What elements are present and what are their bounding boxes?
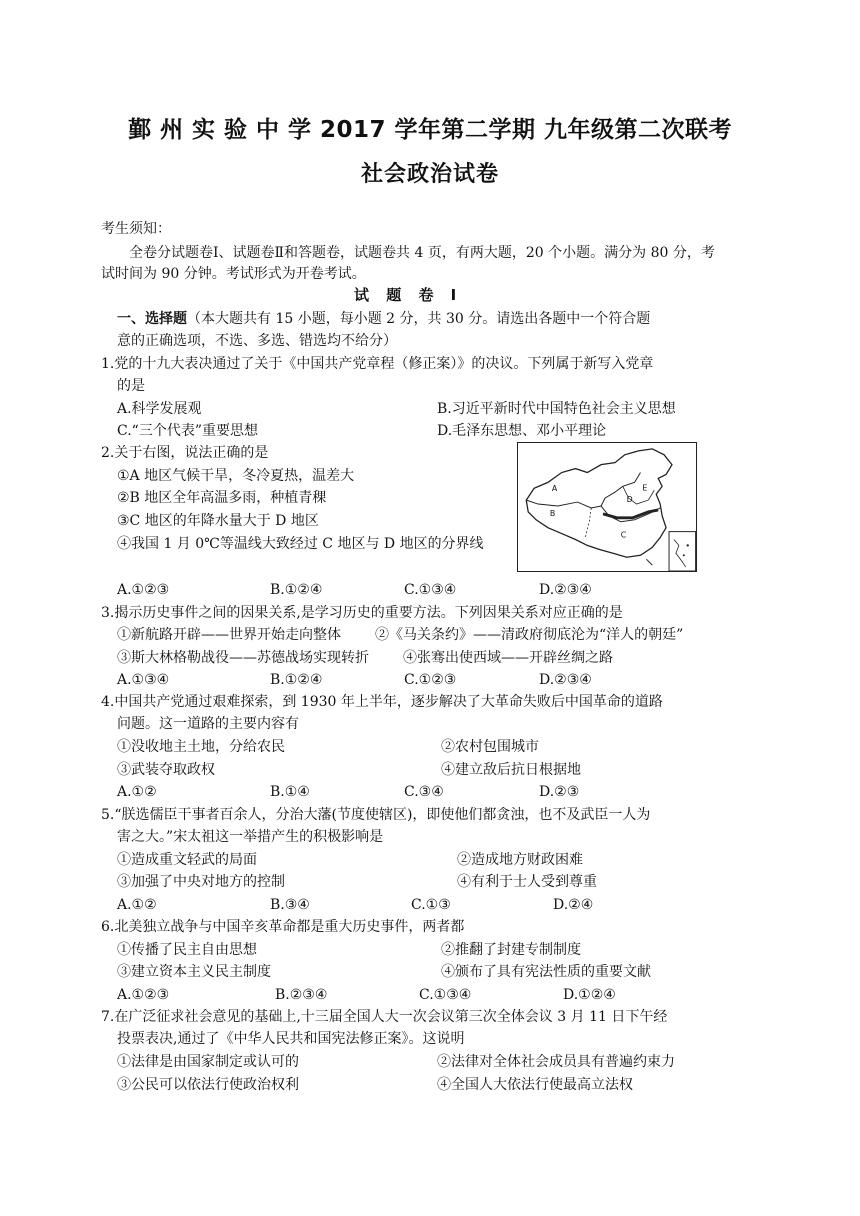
q7-stem-line-2: 投票表决,通过了《中华人民共和国宪法修正案》。这说明 <box>117 1031 465 1047</box>
map-label-d: D <box>626 495 633 505</box>
q2-stem: 2.关于右图，说法正确的是 <box>101 445 269 461</box>
q5-statement-1: ①造成重文轻武的局面 <box>117 852 257 868</box>
exam-title: 鄞 州 实 验 中 学 2017 学年第二学期 九年级第二次联考 <box>127 117 733 143</box>
china-region-map-drawing <box>518 443 696 571</box>
q1-stem-line-2: 的是 <box>117 378 145 394</box>
q3-statement-4: ④张骞出使西域——开辟丝绸之路 <box>403 650 613 666</box>
q2-statement-1: ①A 地区气候干旱，冬冷夏热，温差大 <box>117 468 355 484</box>
section-heading-line-2: 意的正确选项，不选、多选、错选均不给分） <box>117 333 397 349</box>
q7-statement-3: ③公民可以依法行使政治权利 <box>117 1077 299 1093</box>
q1-option-b: B.习近平新时代中国特色社会主义思想 <box>437 401 676 417</box>
map-label-a: A <box>551 484 558 494</box>
q3-stem: 3.揭示历史事件之间的因果关系,是学习历史的重要方法。下列因果关系对应正确的是 <box>101 605 623 621</box>
q5-statement-4: ④有利于士人受到尊重 <box>457 874 597 890</box>
notice-line-2: 试时间为 90 分钟。考试形式为开卷考试。 <box>101 266 366 282</box>
q6-statement-4: ④颁布了具有宪法性质的重要文献 <box>441 964 651 980</box>
q3-statement-3: ③斯大林格勒战役——苏德战场实现转折 <box>117 650 369 666</box>
q6-option-a: A.①②③ <box>117 987 170 1003</box>
q4-option-b: B.①④ <box>270 784 310 800</box>
q3-option-d: D.②③④ <box>539 672 592 688</box>
map-label-c: C <box>620 530 627 540</box>
q5-option-c: C.①③ <box>411 897 451 913</box>
q2-statement-3: ③C 地区的年降水量大于 D 地区 <box>117 513 319 529</box>
q5-stem-line-1: 5.“朕选儒臣干事者百余人，分治大藩(节度使辖区)，即使他们都贪浊，也不及武臣一人为 <box>101 807 651 823</box>
q2-option-a: A.①②③ <box>117 582 170 598</box>
exam-subtitle: 社会政治试卷 <box>360 162 499 187</box>
q6-statement-2: ②推翻了封建专制制度 <box>441 942 581 958</box>
notice-line-1: 全卷分试题卷Ⅰ、试题卷Ⅱ和答题卷，试题卷共 4 页，有两大题，20 个小题。满分为 80 分，考 <box>129 245 715 261</box>
section-heading-rest: （本大题共有 15 小题，每小题 2 分，共 30 分。请选出各题中一个符合题 <box>187 311 651 327</box>
map-label-e: E <box>642 483 648 493</box>
map-labels <box>550 483 648 539</box>
q6-option-c: C.①③④ <box>419 987 472 1003</box>
q5-option-d: D.②④ <box>553 897 594 913</box>
q3-option-a: A.①③④ <box>117 672 170 688</box>
q4-stem-line-1: 4.中国共产党通过艰难探索，到 1930 年上半年，逐步解决了大革命失败后中国革命的道路 <box>101 694 663 710</box>
q5-option-b: B.③④ <box>270 897 310 913</box>
section-heading-bold: 一、选择题 <box>117 311 187 327</box>
q1-option-c: C.“三个代表”重要思想 <box>117 423 258 439</box>
q3-option-c: C.①②③ <box>404 672 457 688</box>
q7-stem-line-1: 7.在广泛征求社会意见的基础上,十三届全国人大一次会议第三次全体会议 3 月 11 日下午经 <box>101 1009 668 1025</box>
q5-stem-line-2: 害之大。”宋太祖这一举措产生的积极影响是 <box>117 829 384 845</box>
q3-statement-2: ②《马关条约》——清政府彻底沦为“洋人的朝廷” <box>375 627 684 643</box>
china-region-map <box>517 442 697 572</box>
q4-statement-3: ③武装夺取政权 <box>117 762 215 778</box>
q5-option-a: A.①② <box>117 897 157 913</box>
q7-statement-4: ④全国人大依法行使最高立法权 <box>437 1077 633 1093</box>
q2-option-c: C.①③④ <box>404 582 457 598</box>
q6-statement-3: ③建立资本主义民主制度 <box>117 964 271 980</box>
q6-option-d: D.①②④ <box>563 987 616 1003</box>
notice-heading: 考生须知： <box>101 221 171 237</box>
q1-option-a: A.科学发展观 <box>117 401 202 417</box>
q6-option-b: B.②③④ <box>275 987 328 1003</box>
q2-statement-2: ②B 地区全年高温多雨，种植青稞 <box>117 490 327 506</box>
q1-option-d: D.毛泽东思想、邓小平理论 <box>437 423 607 439</box>
q3-option-b: B.①②④ <box>270 672 323 688</box>
q4-option-a: A.①② <box>117 784 157 800</box>
q2-option-b: B.①②④ <box>270 582 323 598</box>
q3-statement-1: ①新航路开辟——世界开始走向整体 <box>117 627 341 643</box>
map-label-b: B <box>549 508 556 518</box>
q5-statement-2: ②造成地方财政困难 <box>457 852 583 868</box>
q5-statement-3: ③加强了中央对地方的控制 <box>117 874 285 890</box>
q4-statement-4: ④建立敌后抗日根据地 <box>441 762 581 778</box>
q1-stem-line-1: 1.党的十九大表决通过了关于《中国共产党章程（修正案）》的决议。下列属于新写入党章 <box>101 356 654 372</box>
q4-statement-2: ②农村包围城市 <box>441 739 539 755</box>
q4-option-c: C.③④ <box>404 784 444 800</box>
q2-statement-4: ④我国 1 月 0℃等温线大致经过 C 地区与 D 地区的分界线 <box>117 536 484 552</box>
q6-stem: 6.北美独立战争与中国辛亥革命都是重大历史事件，两者都 <box>101 919 465 935</box>
q6-statement-1: ①传播了民主自由思想 <box>117 942 257 958</box>
q7-statement-1: ①法律是由国家制定或认可的 <box>117 1054 299 1070</box>
q4-option-d: D.②③ <box>539 784 580 800</box>
section-heading <box>117 309 650 329</box>
section-title: 试 题 卷 Ⅰ <box>354 286 463 304</box>
q7-statement-2: ②法律对全体社会成员具有普遍约束力 <box>437 1054 675 1070</box>
q2-option-d: D.②③④ <box>539 582 592 598</box>
q4-statement-1: ①没收地主土地，分给农民 <box>117 739 285 755</box>
q4-stem-line-2: 问题。这一道路的主要内容有 <box>117 716 299 732</box>
